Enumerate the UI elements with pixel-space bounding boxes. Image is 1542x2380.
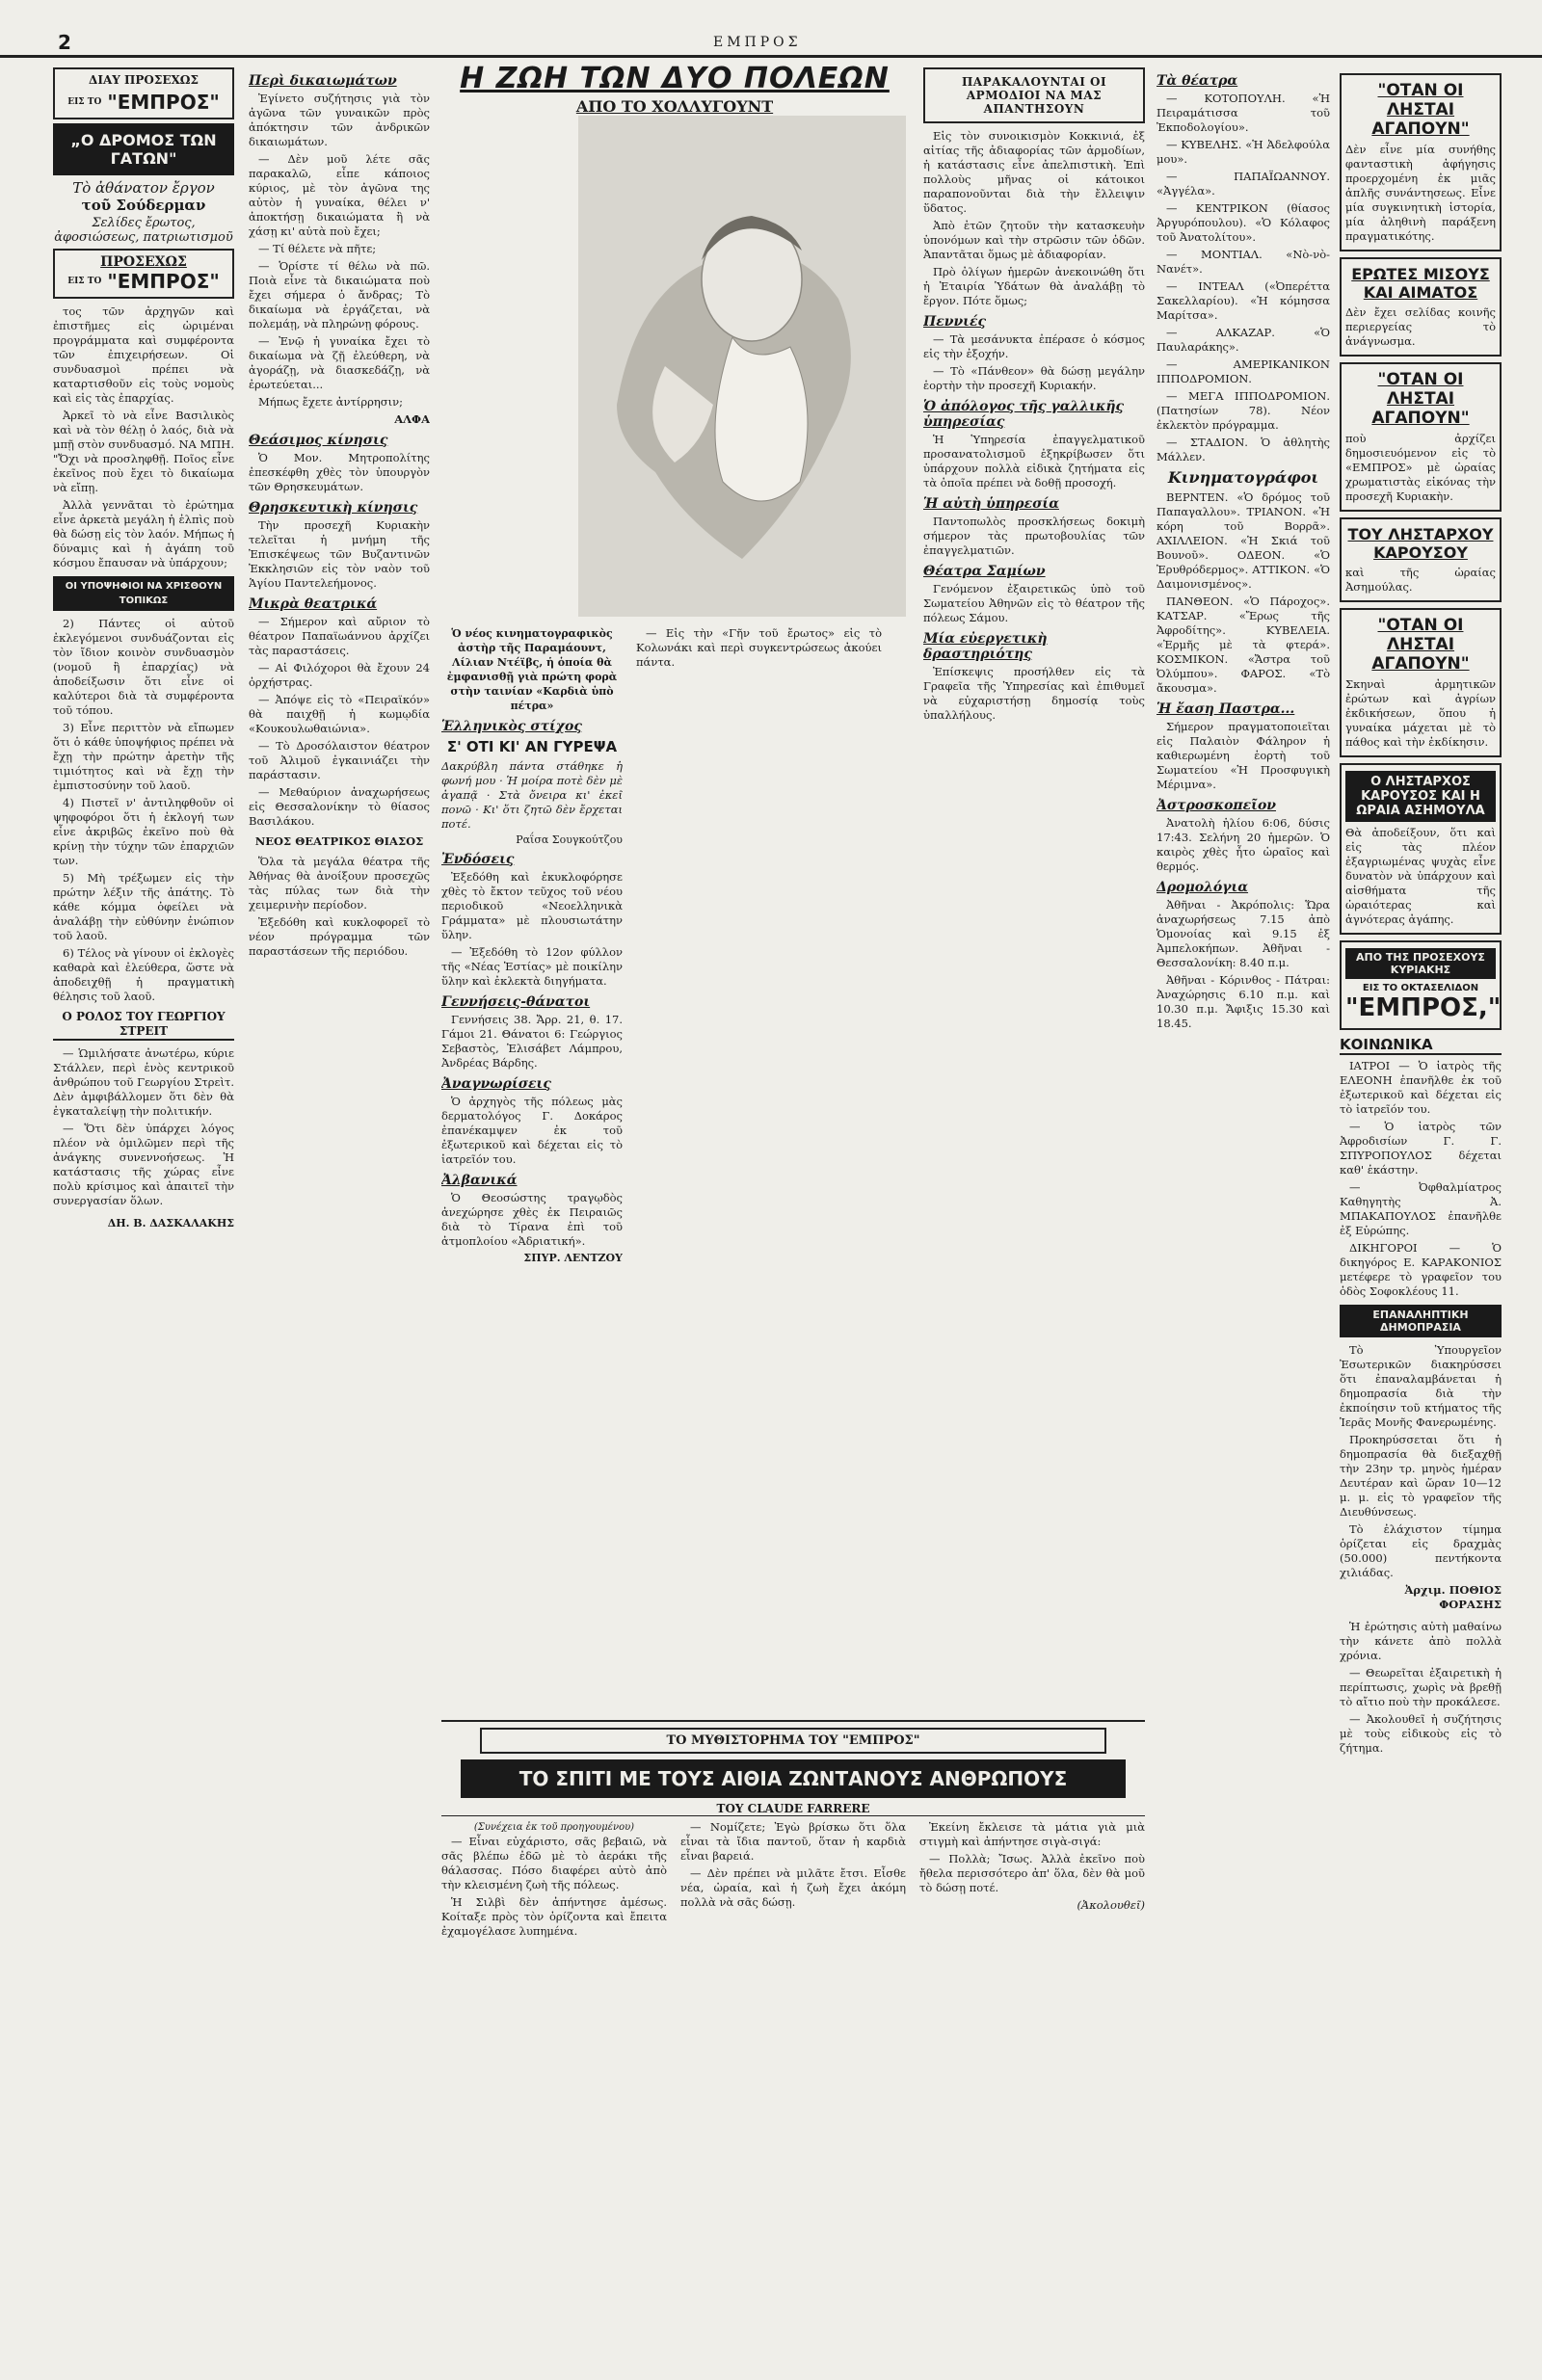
auction-heading: ΕΠΑΝΑΛΗΠΤΙΚΗ ΔΗΜΟΠΡΑΣΙΑ [1340,1305,1502,1337]
running-masthead: ΕΜΠΡΟΣ [713,35,802,50]
paragraph: Ὅλα τὰ μεγάλα θέατρα τῆς Ἀθήνας θὰ ἀνοίξουν προσεχῶς τὰς πύλας των διὰ τὴν χειμερινὴν περίοδον. [249,855,430,912]
eis-to-emprosline-2 [55,270,232,293]
actress-photo [578,116,906,617]
poem-body: Δακρύβλη πάντα στάθηκε ἡ φωνή μου · Ἡ μοίρα ποτὲ δὲν μὲ ἀγαπᾷ · Στὰ ὄνειρα κι' ἐκεῖ πονῶ · Κι' ὅτι ζητῶ δὲν ἔρχεται ποτέ. [441,759,623,831]
feature-line-2: τοῦ Σούδερμαν [81,197,206,214]
paragraph: — Τὸ «Πάνθεον» θὰ δώσῃ μεγάλην ἑορτὴν τὴν προσεχῆ Κυριακήν. [923,364,1145,392]
ad-headline: "ΟΤΑΝ ΟΙ ΛΗΣΤΑΙ ΑΓΑΠΟΥΝ" [1371,616,1470,674]
ad-text: καὶ τῆς ὡραίας Ἀσημούλας. [1345,566,1496,594]
paragraph: — Εἰς τὴν «Γῆν τοῦ ἔρωτος» εἰς τὸ Κολωνάκι καὶ περὶ συγκεντρώσεως ἀκούει πάντα. [636,626,882,669]
ad-block [1340,608,1502,757]
listing: — ΙΝΤΕΑΛ («Ὀπερέττα Σακελλαρίου). «Ἡ κόμησσα Μαρίτσα». [1156,279,1330,322]
listing: — ΠΑΠΑΪΩΑΝΝΟΥ. «Ἀγγέλα». [1156,170,1330,198]
listing: — ΣΤΑΔΙΟΝ. Ὁ ἀθλητὴς Μάλλεν. [1156,436,1330,463]
paragraph: Τὸ Ὑπουργεῖον Ἐσωτερικῶν διακηρύσσει ὅτι ἐπαναλαμβάνεται ἡ δημοπρασία διὰ τὴν ἐκποίησιν τοῦ κτήματος τῆς Ἱερᾶς Μονῆς Φανερωμένης. [1340,1343,1502,1429]
serial-columns [441,1820,1145,1942]
column-5 [1156,67,1330,1706]
ad-text: Σκηναὶ ἀρμητικῶν ἐρώτων καὶ ἀγρίων ἐκδικήσεων, ὅπου ἡ γυναίκα μάχεται μὲ τὸ πάθος καὶ τὴν ἐκδίκησιν. [1345,677,1496,749]
section-heading: Ἑλληνικὸς στίχος [441,719,582,734]
serial-to-be-continued: (Ἀκολουθεῖ) [1077,1898,1145,1912]
paragraph: — Ἀκολουθεῖ ἡ συζήτησις μὲ τοὺς εἰδικοὺς εἰς τὸ ζήτημα. [1340,1712,1502,1755]
feature-line-1: Τὸ ἀθάνατον ἔργον [72,179,215,197]
paragraph: Ἀθῆναι - Ἀκρόπολις: Ὥρα ἀναχωρήσεως 7.15 ἀπὸ Ὁμονοίας καὶ 9.15 ἐξ Ἀμπελοκήπων. Ἀθῆναι - Θεσσαλονίκη: 8.40 π.μ. [1156,898,1330,969]
poem-title: Σ' ΟΤΙ ΚΙ' ΑΝ ΓΥΡΕΨΑ [446,738,618,755]
paragraph: — Ἀπόψε εἰς τὸ «Πειραϊκόν» θὰ παιχθῇ ἡ κωμῳδία «Κουκουλωθαιώνια». [249,693,430,735]
paragraph: — Θεωρεῖται ἐξαιρετικὴ ἡ περίπτωσις, χωρὶς νὰ βρεθῇ τὸ αἴτιο ποὺ τὴν προκάλεσε. [1340,1666,1502,1708]
auction-signature: Ἀρχιμ. ΠΟΘΙΟΣ ΦΟΡΑΣΗΣ [1404,1583,1502,1611]
paragraph: Ὁ Θεοσώστης τραγῳδὸς ἀνεχώρησε χθὲς ἐκ Πειραιῶς διὰ τὸ Τίρανα ἐπὶ τοῦ ἀτμοπλοίου «Ἀδριατική». [441,1191,623,1248]
column-2 [249,67,430,2313]
serial-col-c [919,1820,1145,1942]
ad-headline: "ΟΤΑΝ ΟΙ ΛΗΣΤΑΙ ΑΓΑΠΟΥΝ" [1371,370,1470,428]
ad-headline: Ο ΛΗΣΤΑΡΧΟΣ ΚΑΡΟΥΣΟΣ ΚΑΙ Η ΩΡΑΙΑ ΑΣΗΜΟΥΛΑ [1345,771,1496,822]
paragraph: — Τί θέλετε νὰ πῆτε; [258,242,377,255]
ad-headline: ΤΟΥ ΛΗΣΤΑΡΧΟΥ ΚΑΡΟΥΣΟΥ [1347,525,1494,562]
listing: — ΚΟΤΟΠΟΥΛΗ. «Ἡ Πειραμάτισσα τοῦ Ἐκποδολογίου». [1156,92,1330,134]
eis-to-emprosline [55,91,232,114]
ad-empros-title: "ΕΜΠΡΟΣ," [1345,993,1502,1022]
column-3 [441,626,623,1706]
ad-headline: "ΟΤΑΝ ΟΙ ΛΗΣΤΑΙ ΑΓΑΠΟΥΝ" [1371,81,1470,139]
paragraph: 6) Τέλος νὰ γίνουν οἱ ἐκλογὲς καθαρὰ καὶ ἐλεύθερα, ὥστε νὰ ἀποδειχθῇ ἡ πραγματικὴ θέλησις τοῦ λαοῦ. [53,946,234,1003]
column-1 [53,67,234,2313]
paragraph: Ἀπὸ ἐτῶν ζητοῦν τὴν κατασκευὴν ὑπονόμων καὶ τὴν στρῶσιν τῶν ὁδῶν. Ἀπαντᾶται ὅμως μὲ ἀδιαφορίαν. [923,219,1145,261]
box-prosexos [53,249,234,299]
theatre-notes [249,615,430,959]
paragraph: — Ἐξεδόθη τὸ 12ον φύλλον τῆς «Νέας Ἑστίας» μὲ ποικίλην ὕλην καὶ ἐκλεκτὰ διηγήματα. [441,945,623,988]
author-signature: ΣΠΥΡ. ΛΕΝΤΖΟΥ [523,1252,623,1264]
section-heading: Ἀστροσκοπεῖον [1156,798,1276,813]
paragraph: — Τὰ μεσάνυκτα ἐπέρασε ὁ κόσμος εἰς τὴν ἐξοχήν. [923,332,1145,360]
prosexos-label: ΠΡΟΣΕΧΩΣ [100,254,187,270]
column-4 [636,626,882,1706]
paragraph: Προκηρύσσεται ὅτι ἡ δημοπρασία θὰ διεξαχθῇ τὴν 23ην τρ. μηνὸς ἡμέραν Δευτέραν καὶ ὥραν 10—12 μ. μ. εἰς τὸ γραφεῖον τῆς Διευθύνσεως. [1340,1433,1502,1519]
ad-subline: ΕΙΣ ΤΟ ΟΚΤΑΣΕΛΙΔΟΝ [1362,983,1479,993]
serial-title: ΤΟ ΣΠΙΤΙ ΜΕ ΤΟΥΣ ΑΙΘΙΑ ΖΩΝΤΑΝΟΥΣ ΑΝΘΡΩΠΟΥΣ [461,1759,1126,1798]
paragraph: Σήμερον πραγματοποιεῖται εἰς Παλαιὸν Φάληρον ἡ καθιερωμένη ἑορτὴ τοῦ Σωματείου «Ἡ Προσφυγικὴ Μέριμνα». [1156,720,1330,791]
paragraph: Πρὸ ὀλίγων ἡμερῶν ἀνεκοινώθη ὅτι ἡ Ἑταιρία Ὑδάτων θὰ ἀναλάβῃ τὸ ἔργον. Πότε ὅμως; [923,265,1145,307]
listing: — ΚΕΝΤΡΙΚΟΝ (θίασος Ἀργυρόπουλου). «Ὁ Κόλαφος τοῦ Ἀνατολίτου». [1156,201,1330,244]
paragraph: — Δὲν μοῦ λέτε σᾶς παρακαλῶ, εἶπε κάποιος κύριος, μὲ τὸν ἀγῶνα της αὐτὸν ἡ γυναίκα, θέλει ν' ἀποκτήσῃ δικαιώματα ἢ νὰ χάσῃ κι' αὐτὰ ποὺ ἔχει; [249,152,430,238]
paragraph: Ἡ ἐρώτησις αὐτὴ μαθαίνω τὴν κάνετε ἀπὸ πολλὰ χρόνια. [1340,1620,1502,1662]
complaint-box-title: ΠΑΡΑΚΑΛΟΥΝΤΑΙ ΟΙ ΑΡΜΟΔΙΟΙ ΝΑ ΜΑΣ ΑΠΑΝΤΗΣΟΥΝ [923,67,1145,123]
paragraph: — Πολλὰ; Ἴσως. Ἀλλὰ ἐκεῖνο ποὺ ἤθελα περισσότερο ἀπ' ὅλα, δὲν θὰ μοῦ τὸ δώσῃ ποτέ. [919,1852,1145,1894]
ad-text: Δὲν εἶνε μία συνήθης φανταστικὴ ἀφήγησις προερχομένη ἐκ μιᾶς ἀπλῆς συνάντησεως. Εἶνε μία συγκινητικὴ ἱστορία, μία ἀληθινὴ παράξενη πραγματικότης. [1345,143,1496,243]
poem-author: Ραΐσα Σουγκούτζου [516,833,623,846]
listing: — ΜΕΓΑ ΙΠΠΟΔΡΟΜΙΟΝ. (Πατησίων 78). Νέον ἐκλεκτὸν πρόγραμμα. [1156,389,1330,432]
paragraph: ΔΙΚΗΓΟΡΟΙ — Ὁ δικηγόρος Ε. ΚΑΡΑΚΟΝΙΟΣ μετέφερε τὸ γραφεῖον του ὁδὸς Σοφοκλέους 11. [1340,1241,1502,1298]
section-heading: Γεννήσεις-θάνατοι [441,994,591,1010]
photo-caption: Ὁ νέος κινηματογραφικὸς ἀστὴρ τῆς Παραμάουντ, Λίλιαν Ντέϊβς, ἡ ὁποία θὰ ἐμφανισθῇ γιὰ πρώτη φορὰ στὴν ταινίαν «Καρδιὰ ὑπὸ πέτρα» [446,627,618,712]
serial-col-b [680,1820,906,1942]
box-heading [53,67,234,119]
section-heading: Πεννιές [923,314,986,330]
subheading: Ο ΡΟΛΟΣ ΤΟΥ ΓΕΩΡΓΙΟΥ ΣΤΡΕΙΤ [53,1010,234,1041]
author-signature: ΑΛΦΑ [394,412,430,426]
section-heading: Δρομολόγια [1156,880,1249,895]
page-header [0,0,1542,58]
paragraph: 3) Εἶνε περιττὸν νὰ εἴπωμεν ὅτι ὁ κάθε ὑποψήφιος πρέπει νὰ ἔχῃ τὴν πρώτην ἀρετὴν τῆς τιμιότητος καὶ νὰ ἔχῃ τὴν ἐμπιστοσύνην τοῦ λαοῦ. [53,721,234,792]
empros-title-2: "ΕΜΠΡΟΣ" [107,270,220,293]
paragraph: — Δὲν πρέπει νὰ μιλᾶτε ἔτσι. Εἶσθε νέα, ὡραία, καὶ ἡ ζωὴ ἔχει ἀκόμη πολλὰ νὰ σᾶς δώσῃ. [680,1866,906,1909]
paragraph: ΠΑΝΘΕΟΝ. «Ὁ Πάροχος». ΚΑΤΣΑΡ. «Ἔρως τῆς Ἀφροδίτης». ΚΥΒΕΛΕΙΑ. «Ἐρμῆς μὲ τὰ φτερά». ΚΟΣΜΙΚΟΝ. «Ἄστρα τοῦ Ὀλύμπου». ΦΑΡΟΣ. «Τὸ ἄκουσμα». [1156,595,1330,695]
column-6-continuation [1340,1620,1502,1756]
paragraph: — Εἶναι εὐχάριστο, σᾶς βεβαιῶ, νὰ σᾶς βλέπω ἐδῶ μὲ τὸ ἀεράκι τῆς θάλασσας. Πόσο διαφέρει αὐτὸ ἀπὸ τὴν κλεισμένη ζωὴ τῆς πόλεως. [441,1835,667,1891]
listing: — ΑΜΕΡΙΚΑΝΙΚΟΝ ΙΠΠΟΔΡΟΜΙΟΝ. [1156,357,1330,385]
column-6 [1340,67,1502,2313]
ad-block [1340,940,1502,1030]
paragraph: τος τῶν ἀρχηγῶν καὶ ἐπιστῆμες εἰς ὠριμέναι προγράμματα καὶ συμφέροντα τῶν ἐπιχειρήσεων. Οἱ συνδυασμοὶ πρέπει νὰ καταρτισθοῦν εἰς τοὺς νομοὺς καὶ εἰς τὰς ἐπαρχίας. [53,304,234,405]
ad-headline: ΑΠΟ ΤΗΣ ΠΡΟΣΕΧΟΥΣ ΚΥΡΙΑΚΗΣ [1345,948,1496,979]
ad-block [1340,763,1502,935]
section-heading: Ἐνδόσεις [441,852,515,867]
column-2-text [249,92,430,427]
ad-headline: ΕΡΩΤΕΣ ΜΙΣΟΥΣ ΚΑΙ ΑΙΜΑΤΟΣ [1351,265,1490,302]
paragraph: Ὁ Μον. Μητροπολίτης ἐπεσκέφθη χθὲς τὸν ὑπουργὸν τῶν Θρησκευμάτων. [249,451,430,493]
section-heading: Ὁ ἀπόλογος τῆς γαλλικῆς ὑπηρεσίας [923,399,1125,430]
ad-text: ποὺ ἀρχίζει δημοσιευόμενον εἰς τὸ «ΕΜΠΡΟΣ» μὲ ὡραίας χρωματιστὰς εἰκόνας τὴν προσεχῆ Κυριακὴν. [1345,432,1496,503]
paragraph: Τὸ ἐλάχιστον τίμημα ὁρίζεται εἰς δραχμὰς (50.000) πεντήκοντα χιλιάδας. [1340,1522,1502,1579]
paragraph: — Αἱ Φιλόχοροι θὰ ἔχουν 24 ὀρχήστρας. [249,661,430,689]
banner-title: Η ΖΩΗ ΤΩΝ ΔΥΟ ΠΟΛΕΩΝ [460,62,890,95]
feature-line-3: Σελίδες ἔρωτος, ἀφοσιώσεως, πατριωτισμοῦ [54,216,233,245]
paragraph: Γενόμενον ἐξαιρετικῶς ὑπὸ τοῦ Σωματείου Ἀθηνῶν εἰς τὸ θέατρον τῆς πόλεως Σάμου. [923,582,1145,624]
paragraph: — Ὅτι δὲν ὑπάρχει λόγος πλέον νὰ ὁμιλῶμεν περὶ τῆς ἀνάγκης συνεννοήσεως. Ἡ κατάστασις τῆς χώρας εἶνε πολὺ κρίσιμος καὶ ἀπαιτεῖ τὴν συνεργασίαν ὅλων. [53,1122,234,1207]
serial-col-a [441,1820,667,1942]
eis-to-label-2: ΕΙΣ ΤΟ [67,277,102,286]
section-heading: Ἀναγνωρίσεις [441,1076,551,1092]
section-heading: Ἡ αὐτὴ ὑπηρεσία [923,496,1059,512]
paragraph: Ἐγίνετο συζήτησις γιὰ τὸν ἀγῶνα τῶν γυναικῶν πρὸς ἀπόκτησιν τῶν ἀνδρικῶν δικαιωμάτων. [249,92,430,148]
paragraph: Ἡ Ὑπηρεσία ἐπαγγελματικοῦ προσανατολισμοῦ ἐξηκρίβωσεν ὅτι ὑπάρχουν πολλὰ εἰδικὰ ζητήματα εἰς τὰ ὁποῖα πρέπει νὰ δοθῇ προσοχή. [923,433,1145,489]
ad-text: Θὰ ἀποδείξουν, ὅτι καὶ εἰς τὰς πλέον ἐξαγριωμένας ψυχὰς εἶνε δυνατὸν νὰ ὑπάρχουν καὶ αἰσθήματα τῆς ὡραιότερας καὶ ἁγνότερας ἀγάπης. [1345,826,1496,926]
serial-label: ΤΟ ΜΥΘΙΣΤΟΡΗΜΑ ΤΟΥ "ΕΜΠΡΟΣ" [480,1728,1106,1754]
theatre-listings [1156,92,1330,464]
paragraph: Ἐκείνη ἔκλεισε τὰ μάτια γιὰ μιὰ στιγμὴ καὶ ἀπήντησε σιγὰ-σιγά: [919,1820,1145,1848]
paragraph: Μήπως ἔχετε ἀντίρρησιν; [258,395,404,409]
ad-block [1340,517,1502,602]
ad-block [1340,362,1502,512]
paragraph: — Ἐνῷ ἡ γυναίκα ἔχει τὸ δικαίωμα νὰ ζῇ ἐλεύθερη, νὰ ἀγοράζῃ, νὰ διασκεδάζῃ, νὰ ἐρωτεύεται... [249,334,430,391]
auction-notice [1340,1343,1502,1612]
paragraph: — Νομίζετε; Ἐγὼ βρίσκω ὅτι ὅλα εἶναι τὰ ἴδια παντοῦ, ὅταν ἡ καρδιὰ εἶναι βαρειά. [680,1820,906,1863]
paragraph: ΒΕΡΝΤΕΝ. «Ὁ δρόμος τοῦ Παπαγαλλου». ΤΡΙΑΝΟΝ. «Ἡ κόρη τοῦ Βορρᾶ». ΑΧΙΛΛΕΙΟΝ. «Ἡ Σκιά τοῦ Βουνοῦ». ΟΔΕΟΝ. «Ὁ Ἐρυθρόδερμος». ΑΤΤΙΚΟΝ. «Ὁ Δαιμονισμένος». [1156,490,1330,591]
ad-block [1340,257,1502,357]
paragraph: — Σήμερον καὶ αὔριον τὸ θέατρον Παπαϊωάννου ἀρχίζει τὰς παραστάσεις. [249,615,430,657]
listing: — ΑΛΚΑΖΑΡ. «Ὁ Παυλαράκης». [1156,326,1330,354]
feature-title: „Ο ΔΡΟΜΟΣ ΤΩΝ ΓΑΤΩΝ" [53,123,234,175]
section-heading: Τὰ θέατρα [1156,73,1238,89]
section-heading: Ἡ ἔαση Παστρα... [1156,701,1295,717]
ad-text: Δὲν ἔχει σελίδας κοινῆς περιεργείας τὸ ἀνάγνωσμα. [1345,305,1496,348]
serial-author: ΤΟΥ CLAUDE FARRERE [441,1802,1145,1816]
paragraph: Ἀθῆναι - Κόρινθος - Πάτραι: Ἀναχώρησις 6.10 π.μ. καὶ 10.30 π.μ. Ἄφιξις 15.30 καὶ 18.45. [1156,973,1330,1030]
paragraph: — Ὁρίστε τί θέλω νὰ πῶ. Ποιὰ εἶνε τὰ δικαιώματα ποὺ ἔχει σήμερα ὁ ἄνδρας; Τὸ δικαίωμα νὰ ἐργάζεται, νὰ πολεμάῃ, νὰ πληρώνῃ φόρους. [249,259,430,331]
section-heading: Περὶ δικαιωμάτων [249,73,397,89]
author-signature: ΔΗ. Β. ΔΑΣΚΑΛΑΚΗΣ [107,1217,234,1230]
listing: — ΜΟΝΤΙΑΛ. «Νὸ-νὸ-Νανέτ». [1156,248,1330,276]
paragraph: — Ὀφθαλμίατρος Καθηγητὴς Ἀ. ΜΠΑΚΑΠΟΥΛΟΣ ἐπανῆλθε ἐξ Εὐρώπης. [1340,1180,1502,1237]
paragraph: — Ὡμιλήσατε ἀνωτέρω, κύριε Στάλλεν, περὶ ἑνὸς κεντρικοῦ ἀνθρώπου τοῦ Γεωργίου Στρεὶτ. Δὲν ἀμφιβάλλομεν ὅτι δὲν θὰ ἐγκαταλείψῃ τὴν πολιτικήν. [53,1046,234,1118]
serial-novel [441,1720,1145,2337]
paragraph: Γεννήσεις 38. Ἄρρ. 21, θ. 17. Γάμοι 21. Θάνατοι 6: Γεώργιος Σεβαστὸς, Ἐλισάβετ Λάμπρου, Ἀνδρέας Βάρδης. [441,1013,623,1070]
paragraph: 5) Μὴ τρέξωμεν εἰς τὴν πρώτην λέξιν τῆς ἀπάτης. Τὸ κάθε κόμμα ὀφείλει νὰ ἀναλάβῃ τὴν εὐθύνην ἐνώπιον τοῦ λαοῦ. [53,871,234,942]
section-heading: ΚΟΙΝΩΝΙΚΑ [1340,1036,1502,1055]
section-heading: Μία εὐεργετικὴ δραστηριότης [923,631,1048,662]
ad-block [1340,73,1502,251]
page-number: 2 [58,31,71,54]
paragraph: ΙΑΤΡΟΙ — Ὁ ἰατρὸς τῆς ΕΛΕΟΝΗ ἐπανῆλθε ἐκ τοῦ ἐξωτερικοῦ καὶ δέχεται εἰς τὸ ἰατρεῖόν του. [1340,1059,1502,1116]
empros-title: "ΕΜΠΡΟΣ" [107,91,220,114]
section-heading: Ἀλβανικά [441,1173,518,1188]
paragraph: 4) Πιστεῖ ν' ἀντιληφθοῦν οἱ ψηφοφόροι ὅτι ἡ ἐκλογή των εἶνε ἀκριβῶς ἐκεῖνο ποὺ θὰ κρίνῃ τὴν τύχην τῶν ἐπαρχιῶν των. [53,796,234,867]
eis-to-label: ΕΙΣ ΤΟ [67,97,102,107]
social-notices [1340,1059,1502,1299]
box-top-heading: ΔΙΑΥ ΠΡΟΣΕΧΩΣ [89,73,199,87]
paragraph: Εἰς τὸν συνοικισμὸν Κοκκινιά, ἐξ αἰτίας τῆς ἀδιαφορίας τῶν ἁρμοδίων, ἡ κατάστασις εἶνε ἀπελπιστικὴ. Ἐπὶ πολλοὺς μῆνας οἱ κάτοικοι παραπονοῦνται διὰ τὴν ἔλλειψιν ὕδατος. [923,129,1145,215]
paragraph: Ἀρκεῖ τὸ νὰ εἶνε Βασιλικὸς καὶ νὰ τὸν θέλῃ ὁ λαός, διὰ νὰ μπῇ στὸν συνδυασμό. ΝΑ ΜΠΗ. "Ὄχι νὰ προσληφθῇ. Ποῖος εἶνε ἐκεῖνος ποὺ ἔχει τὸ δικαίωμα νὰ εἴπῃ. [53,409,234,494]
section-heading: Κινηματογράφοι [1167,468,1319,487]
listing: — ΚΥΒΕΛΗΣ. «Ἡ Ἀδελφούλα μου». [1156,138,1330,166]
section-heading: Θεάσιμος κίνησις [249,433,388,448]
section-heading: Θρησκευτικὴ κίνησις [249,500,418,516]
subheading: ΟΙ ΥΠΟΨΗΦΙΟΙ ΝΑ ΧΡΙΣΘΟΥΝ ΤΟΠΙΚΩΣ [53,576,234,611]
paragraph: Ἐπίσκεψις προσήλθεν εἰς τὰ Γραφεῖα τῆς Ὑπηρεσίας καὶ ἐπιθυμεῖ νὰ εὐχαριστήσῃ δημοσίᾳ τοὺς ὑπαλλήλους. [923,665,1145,722]
paragraph: Ἐξεδόθη καὶ ἐκυκλοφόρησε χθὲς τὸ ἔκτον τεῦχος τοῦ νέου περιοδικοῦ «Νεοελληνικὰ Γράμματα» μὲ πλουσιωτάτην ὕλην. [441,870,623,941]
paragraph: Τὴν προσεχῆ Κυριακὴν τελεῖται ἡ μνήμη τῆς Ἐπισκέψεως τῶν Βυζαντινῶν Ἐκκλησιῶν εἰς τὸν ναὸν τοῦ Ἁγίου Παντελεήμονος. [249,518,430,590]
section-heading: Μικρὰ θεατρικά [249,596,378,612]
paragraph: Ὁ ἀρχηγὸς τῆς πόλεως μὰς δερματολόγος Γ. Δοκάρος ἐπανέκαμψεν ἐκ τοῦ ἐξωτερικοῦ καὶ δέχεται εἰς τὸ ἰατρεῖόν του. [441,1095,623,1166]
paragraph: — Ὁ ἰατρὸς τῶν Ἀφροδισίων Γ. Γ. ΣΠΥΡΟΠΟΥΛΟΣ δέχεται καθ' ἑκάστην. [1340,1120,1502,1177]
serial-continuation: (Συνέχεια ἐκ τοῦ προηγουμένου) [473,1822,635,1833]
banner-subtitle: ΑΠΟ ΤΟ ΧΟΛΛΥΓΟΥΝΤ [575,97,774,116]
paragraph: 2) Πάντες οἱ αὐτοῦ ἐκλεγόμενοι συνδυάζονται εἰς τὸν ἴδιον κοινὸν συνδυασμὸν (νομοῦ ἢ ἐπαρχίας) νὰ ἀποδείξωσιν ὅτι εἶνε οἱ καλύτεροι διὰ τὰ συμφέροντα τοῦ τόπου. [53,617,234,717]
paragraph: Ἀνατολὴ ἡλίου 6:06, δύσις 17:43. Σελήνη 20 ἡμερῶν. Ὁ καιρὸς χθὲς ἦτο ὡραῖος καὶ θερμός. [1156,816,1330,873]
paragraph: Παντοπωλὸς προσκλήσεως δοκιμὴ σήμερον τὰς πρωτοβουλίας τῶν ἐπαγγελματιῶν. [923,515,1145,557]
paragraph: — Τὸ Δροσόλαιστον θέατρον τοῦ Ἀλιμοῦ ἐγκαινιάζει τὴν παράστασιν. [249,739,430,781]
paragraph: Ἡ Σιλβὶ δὲν ἀπήντησε ἀμέσως. Κοίταξε πρὸς τὸν ὁρίζοντα καὶ ἔπειτα ἐχαμογέλασε λυπημένα. [441,1895,667,1938]
column-4-main [923,67,1145,1706]
subheading: ΝΕΟΣ ΘΕΑΤΡΙΚΟΣ ΘΙΑΣΟΣ [254,834,424,848]
section-heading: Θέατρα Σαμίων [923,564,1046,579]
paragraph: Ἐξεδόθη καὶ κυκλοφορεῖ τὸ νέον πρόγραμμα τῶν παραστάσεων τῆς περιόδου. [249,915,430,958]
column-1-text [53,304,234,1230]
paragraph: — Μεθαύριον ἀναχωρήσεως εἰς Θεσσαλονίκην τὸ θίασος Βασιλάκου. [249,785,430,828]
paragraph: Ἀλλὰ γεννᾶται τὸ ἐρώτημα εἶνε ἀρκετὰ μεγάλη ἡ ἐλπὶς ποὺ θὰ δώσῃ εἰς τὸν λαόν. Μήπως ἡ δύναμις καὶ ἡ ἀγάπη τοῦ κόσμου ἔπαυσαν νὰ ὑπάρχουν; [53,498,234,569]
